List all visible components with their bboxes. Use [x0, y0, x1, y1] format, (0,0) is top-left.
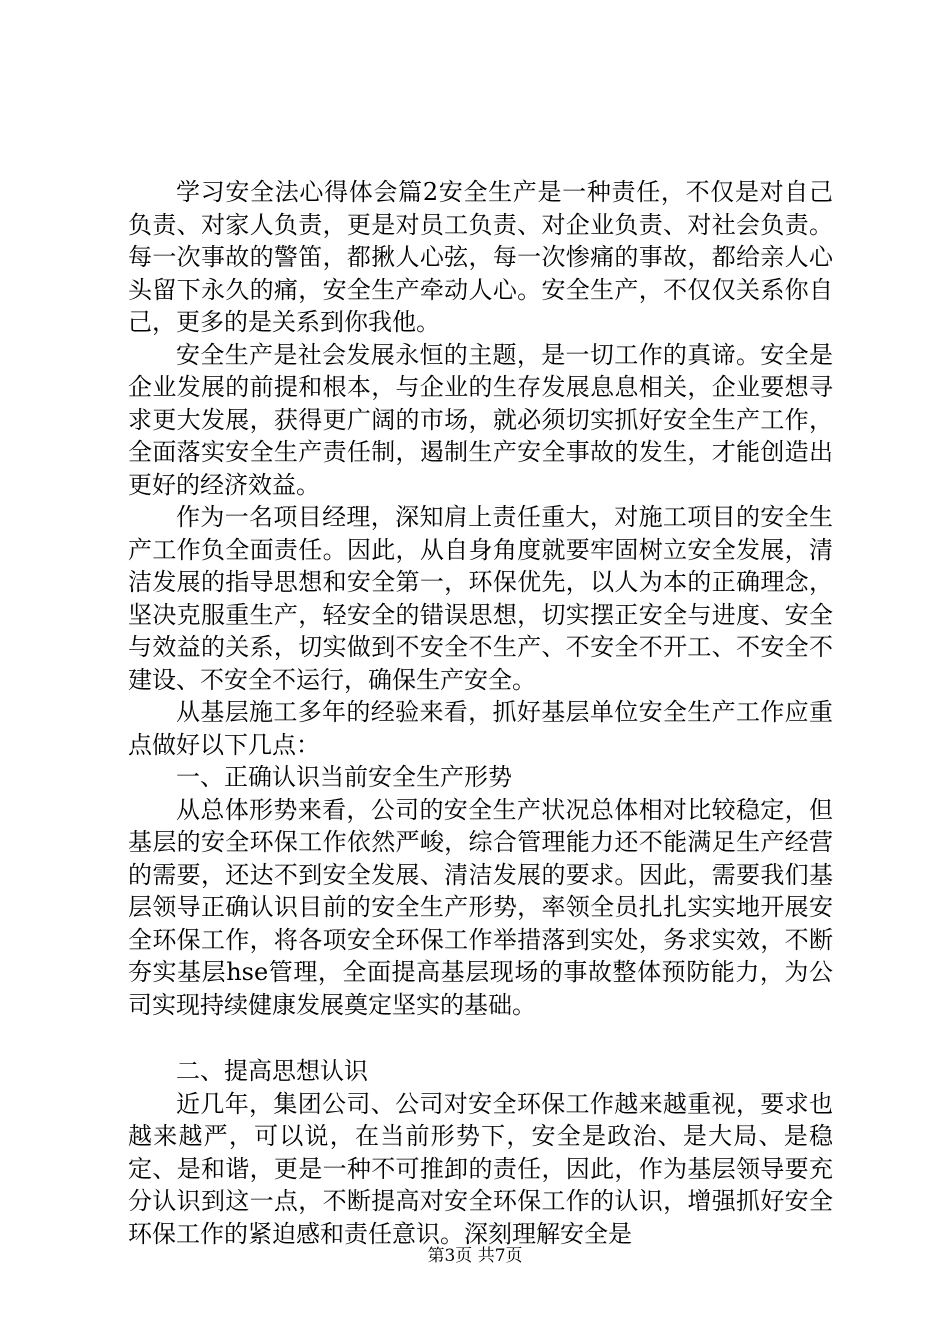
- page-footer: 第3页 共7页: [427, 1246, 523, 1266]
- document-body: [128, 176, 833, 1250]
- paragraph-situation: 从总体形势来看，公司的安全生产状况总体相对比较稳定，但基层的安全环保工作依然严峻，综合管理能力还不能满足生产经营的需要，还达不到安全发展、清洁发展的要求。因此，需要我们基层领导正确认识目前的安全生产形势，率领全员扎扎实实地开展安全环保工作，将各项安全环保工作举措落到实处，务求实效，不断夯实基层hse管理，全面提高基层现场的事故整体预防能力，为公司实现持续健康发展奠定坚实的基础。: [128, 795, 833, 1019]
- paragraph-project-manager: 作为一名项目经理，深知肩上责任重大，对施工项目的安全生产工作负全面责任。因此，从自身角度就要牢固树立安全发展，清洁发展的指导思想和安全第一，环保优先，以人为本的正确理念，坚决克服重生产，轻安全的错误思想，切实摆正安全与进度、安全与效益的关系，切实做到不安全不生产、不安全不开工、不安全不建设、不安全不运行，确保生产安全。: [128, 503, 833, 694]
- paragraph-awareness: 近几年，集团公司、公司对安全环保工作越来越重视，要求也越来越严，可以说，在当前形势下，安全是政治、是大局、是稳定、是和谐，更是一种不可推卸的责任，因此，作为基层领导要充分认识到这一点，不断提高对安全环保工作的认识，增强抓好安全环保工作的紧迫感和责任意识。深刻理解安全是: [128, 1089, 833, 1248]
- paragraph-experience: 从基层施工多年的经验来看，抓好基层单位安全生产工作应重点做好以下几点：: [128, 698, 833, 759]
- section-heading-1: 一、正确认识当前安全生产形势: [176, 763, 512, 791]
- section-heading-2: 二、提高思想认识: [176, 1057, 368, 1085]
- paragraph-intro: 学习安全法心得体会篇2安全生产是一种责任，不仅是对自己负责、对家人负责，更是对员工负责、对企业负责、对社会负责。每一次事故的警笛，都揪人心弦，每一次惨痛的事故，都给亲人心头留下永久的痛，安全生产牵动人心。安全生产，不仅仅关系你自己，更多的是关系到你我他。: [128, 178, 833, 336]
- paragraph-spacer: [128, 1021, 833, 1055]
- paragraph-safety-theme: 安全生产是社会发展永恒的主题，是一切工作的真谛。安全是企业发展的前提和根本，与企业的生存发展息息相关，企业要想寻求更大发展，获得更广阔的市场，就必须切实抓好安全生产工作，全面落实安全生产责任制，遏制生产安全事故的发生，才能创造出更好的经济效益。: [128, 340, 833, 499]
